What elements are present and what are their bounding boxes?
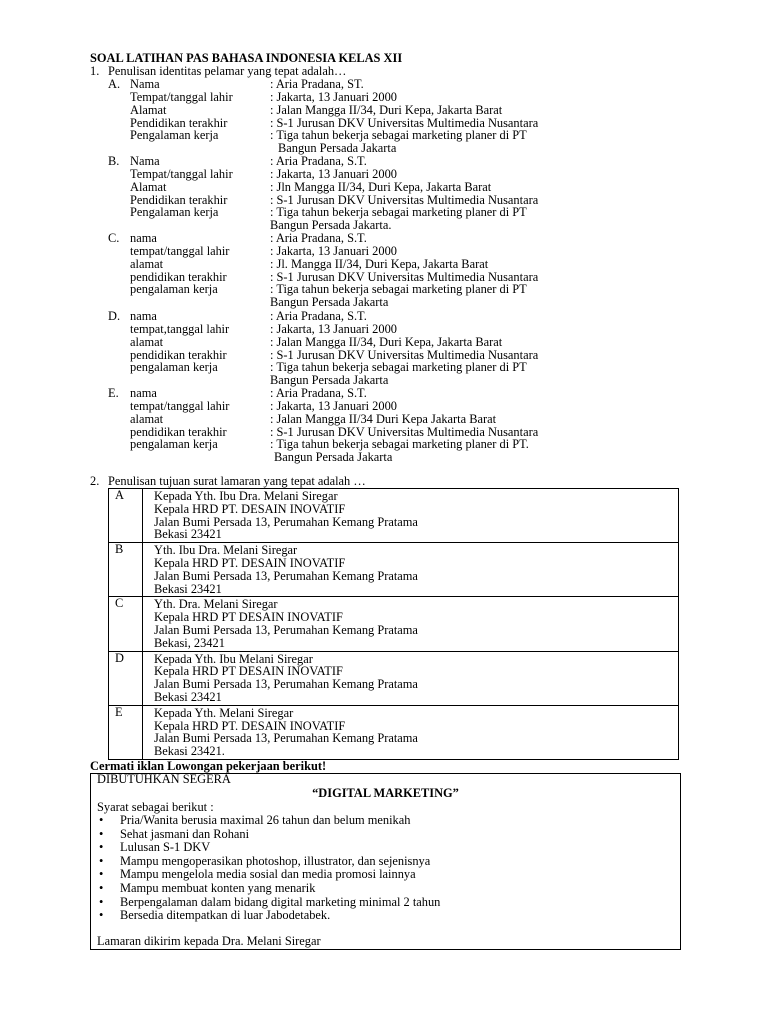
q1-field-value: : Jln Mangga II/34, Duri Kepa, Jakarta Barat <box>270 179 492 194</box>
q1-field-continuation: Bangun Persada Jakarta. <box>270 218 392 233</box>
q1-field-continuation: Bangun Persada Jakarta <box>278 141 397 156</box>
q1-field-label: Pengalaman kerja <box>130 128 219 143</box>
q1-field-value: : Jalan Mangga II/34, Duri Kepa, Jakarta Barat <box>270 334 503 349</box>
bullet-icon: • <box>99 881 104 895</box>
q1-field-label: Tempat/tanggal lahir <box>130 89 233 104</box>
q2-option-letter: B <box>109 543 143 597</box>
q2-address-line: Bekasi 23421 <box>154 527 222 542</box>
ad-instruction: Cermati iklan Lowongan pekerjaan berikut! <box>90 759 327 773</box>
q1-field-continuation: Bangun Persada Jakarta <box>270 373 389 388</box>
ad-requirement-item: Mampu mengoperasikan photoshop, illustrator, dan sejenisnya <box>120 853 431 868</box>
ad-requirement-item: Berpengalaman dalam bidang digital marketing minimal 2 tahun <box>120 894 441 909</box>
q2-address-line: Bekasi 23421 <box>154 689 222 704</box>
ad-requirements-label: Syarat sebagai berikut : <box>97 800 214 814</box>
ad-requirement-item: Mampu mengelola media sosial dan media promosi lainnya <box>120 867 416 882</box>
q2-option-address <box>143 489 679 543</box>
q1-field-value: : Aria Pradana, S.T. <box>270 386 367 400</box>
q1-field-label: alamat <box>130 256 164 271</box>
q1-field-value: : S-1 Jurusan DKV Universitas Multimedia Nusantara <box>270 424 539 439</box>
q1-field-label: pengalaman kerja <box>130 437 218 452</box>
q2-address-line: Bekasi 23421 <box>154 581 222 596</box>
q1-field-label: nama <box>130 231 157 245</box>
q1-field-label: alamat <box>130 334 164 349</box>
bullet-icon: • <box>99 867 104 882</box>
q1-field-value: : S-1 Jurusan DKV Universitas Multimedia Nusantara <box>270 192 539 207</box>
q2-address-line: Bekasi 23421. <box>154 744 225 759</box>
ad-requirement-item: Sehat jasmani dan Rohani <box>120 826 250 841</box>
q1-field-value: : S-1 Jurusan DKV Universitas Multimedia Nusantara <box>270 115 539 130</box>
ad-position: “DIGITAL MARKETING” <box>312 786 459 800</box>
q2-options-table <box>108 488 679 760</box>
q2-address-line: Kepala HRD PT. DESAIN INOVATIF <box>154 718 346 733</box>
q2-option-address <box>143 651 679 705</box>
q2-option-address <box>143 543 679 597</box>
q1-option-letter: B. <box>108 154 120 168</box>
q2-option-row <box>109 651 679 705</box>
q1-option-letter: C. <box>108 231 120 245</box>
q2-address-line: Kepala HRD PT DESAIN INOVATIF <box>154 664 343 679</box>
q1-field-value: : S-1 Jurusan DKV Universitas Multimedia Nusantara <box>270 269 539 284</box>
q2-address-line: Jalan Bumi Persada 13, Perumahan Kemang Pratama <box>154 622 418 637</box>
bullet-icon: • <box>99 853 104 868</box>
q1-field-value: : Jakarta, 13 Januari 2000 <box>270 89 397 104</box>
job-ad-box <box>90 773 681 950</box>
q1-field-value: : Jl. Mangga II/34, Duri Kepa, Jakarta Barat <box>270 256 489 271</box>
q1-field-value: : Tiga tahun bekerja sebagai marketing planer di PT <box>270 282 527 297</box>
q1-prompt: Penulisan identitas pelamar yang tepat adalah… <box>108 64 347 78</box>
q2-option-row <box>109 705 679 759</box>
q1-option-letter: E. <box>108 386 119 400</box>
q1-field-label: pengalaman kerja <box>130 282 218 297</box>
q1-field-label: Pengalaman kerja <box>130 205 219 220</box>
q1-option-letter: D. <box>108 309 121 323</box>
q1-field-value: : Tiga tahun bekerja sebagai marketing planer di PT <box>270 360 527 375</box>
q2-option-row <box>109 543 679 597</box>
q1-field-value: : Aria Pradana, S.T. <box>270 309 367 323</box>
q1-field-value: : Jalan Mangga II/34, Duri Kepa, Jakarta Barat <box>270 102 503 117</box>
q1-field-value: : Tiga tahun bekerja sebagai marketing planer di PT <box>270 205 527 220</box>
q1-field-label: Alamat <box>130 179 167 194</box>
q1-number: 1. <box>90 64 100 78</box>
q2-option-letter: E <box>109 705 143 759</box>
q2-address-line: Kepada Yth. Ibu Melani Siregar <box>154 651 313 666</box>
q1-field-label: Pendidikan terakhir <box>130 115 228 130</box>
q1-field-value: : Aria Pradana, S.T. <box>270 154 367 168</box>
q1-field-label: pendidikan terakhir <box>130 347 227 362</box>
q1-field-label: tempat,tanggal lahir <box>130 321 230 336</box>
bullet-icon: • <box>99 908 104 923</box>
document-title: SOAL LATIHAN PAS BAHASA INDONESIA KELAS XII <box>90 51 403 65</box>
q2-address-line: Jalan Bumi Persada 13, Perumahan Kemang Pratama <box>154 568 418 583</box>
ad-footer: Lamaran dikirim kepada Dra. Melani Siregar <box>97 934 321 948</box>
ad-requirement-item: Pria/Wanita berusia maximal 26 tahun dan belum menikah <box>120 813 411 827</box>
ad-requirement-item: Bersedia ditempatkan di luar Jabodetabek. <box>120 908 331 923</box>
q1-field-label: pendidikan terakhir <box>130 269 227 284</box>
q1-field-value: : Jakarta, 13 Januari 2000 <box>270 398 397 413</box>
q2-number: 2. <box>90 474 100 488</box>
q1-field-label: pendidikan terakhir <box>130 424 227 439</box>
q2-address-line: Yth. Ibu Dra. Melani Siregar <box>154 543 298 558</box>
q2-option-address <box>143 597 679 651</box>
q1-field-value: : Jalan Mangga II/34 Duri Kepa Jakarta Barat <box>270 411 497 426</box>
bullet-icon: • <box>99 894 104 909</box>
q2-option-row <box>109 489 679 543</box>
q1-field-label: Nama <box>130 154 160 168</box>
q1-field-label: Nama <box>130 77 160 91</box>
q1-field-value: : S-1 Jurusan DKV Universitas Multimedia Nusantara <box>270 347 539 362</box>
q2-address-line: Jalan Bumi Persada 13, Perumahan Kemang Pratama <box>154 677 418 692</box>
bullet-icon: • <box>99 813 104 827</box>
q2-address-line: Kepala HRD PT. DESAIN INOVATIF <box>154 501 346 516</box>
q2-address-line: Kepala HRD PT. DESAIN INOVATIF <box>154 555 346 570</box>
ad-requirement-item: Mampu membuat konten yang menarik <box>120 881 316 895</box>
q1-field-label: Pendidikan terakhir <box>130 192 228 207</box>
q1-field-label: tempat/tanggal lahir <box>130 243 230 258</box>
q1-field-label: pengalaman kerja <box>130 360 218 375</box>
ad-heading: DIBUTUHKAN SEGERA <box>97 772 231 786</box>
q1-field-label: nama <box>130 386 157 400</box>
ad-requirement-item: Lulusan S-1 DKV <box>120 840 211 855</box>
q2-address-line: Jalan Bumi Persada 13, Perumahan Kemang Pratama <box>154 731 418 746</box>
bullet-icon: • <box>99 840 104 855</box>
q1-field-continuation: Bangun Persada Jakarta <box>270 295 389 310</box>
q1-field-value: : Jakarta, 13 Januari 2000 <box>270 321 397 336</box>
q1-field-value: : Aria Pradana, ST. <box>270 77 364 91</box>
q1-field-value: : Jakarta, 13 Januari 2000 <box>270 243 397 258</box>
q1-field-label: alamat <box>130 411 164 426</box>
q1-field-continuation: Bangun Persada Jakarta <box>274 450 393 465</box>
q2-option-letter: C <box>109 597 143 651</box>
q1-field-value: : Tiga tahun bekerja sebagai marketing planer di PT <box>270 128 527 143</box>
q1-field-label: Tempat/tanggal lahir <box>130 166 233 181</box>
q1-field-label: Alamat <box>130 102 167 117</box>
q2-address-line: Jalan Bumi Persada 13, Perumahan Kemang Pratama <box>154 514 418 529</box>
q1-option-letter: A. <box>108 77 121 91</box>
q2-option-row <box>109 597 679 651</box>
bullet-icon: • <box>99 826 104 841</box>
q2-address-line: Yth. Dra. Melani Siregar <box>154 597 278 612</box>
q1-field-value: : Tiga tahun bekerja sebagai marketing planer di PT. <box>270 437 529 452</box>
q2-prompt: Penulisan tujuan surat lamaran yang tepat adalah … <box>108 474 366 488</box>
q1-field-label: nama <box>130 309 157 323</box>
q1-field-value: : Jakarta, 13 Januari 2000 <box>270 166 397 181</box>
q2-address-line: Bekasi, 23421 <box>154 635 225 650</box>
q2-option-address <box>143 705 679 759</box>
q1-field-value: : Aria Pradana, S.T. <box>270 231 367 245</box>
q1-field-label: tempat/tanggal lahir <box>130 398 230 413</box>
q2-address-line: Kepada Yth. Ibu Dra. Melani Siregar <box>154 489 338 503</box>
q2-address-line: Kepala HRD PT DESAIN INOVATIF <box>154 610 343 625</box>
q2-option-letter: D <box>109 651 143 705</box>
q2-option-letter: A <box>109 489 143 543</box>
q2-address-line: Kepada Yth. Melani Siregar <box>154 705 294 720</box>
